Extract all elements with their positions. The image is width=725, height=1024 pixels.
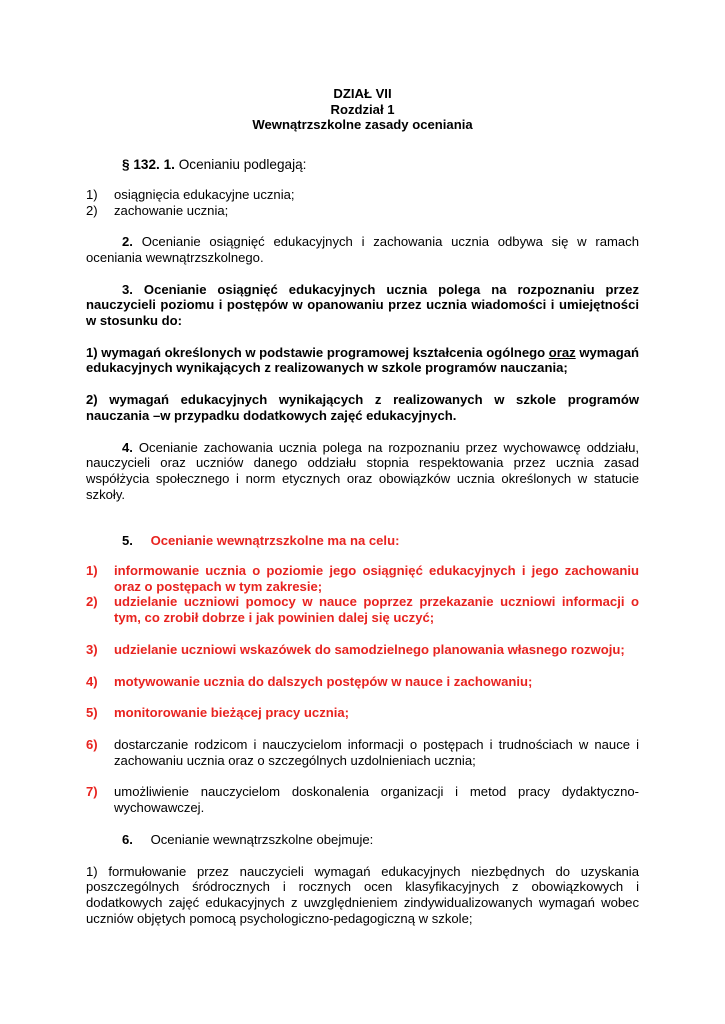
item-text: 1) wymagań określonych w podstawie programowej kształcenia ogólnego (86, 344, 546, 360)
paragraph-132-intro (86, 157, 639, 173)
paragraph-text: Ocenianie osiągnięć edukacyjnych ucznia polega na rozpoznaniu przez nauczycieli poziomu i postępów w opanowaniu przez ucznia wiadomości i umiejętności w stosunku do: (86, 281, 639, 329)
list-item-number: 1) (86, 186, 98, 202)
paragraph-6-item-1: 1) formułowanie przez nauczycieli wymagań edukacyjnych niezbędnych do uzyskania poszczególnych śródrocznych i rocznych ocen klasyfikacyjnych z obowiązkowych i dodatkowych zajęć edukacyjnych z uwzględnieniem zindywidualizowanych wymagań wobec uczniów objętych pomocą psychologiczno-pedagogiczną w szkole; (86, 863, 639, 926)
list-item (86, 784, 639, 815)
item-text-continued: wymagań edukacyjnych wynikających z realizowanych w szkole programów nauczania; (86, 344, 640, 376)
list-item-text: udzielanie uczniowi wskazówek do samodzielnego planowania własnego rozwoju; (114, 641, 625, 657)
list-item-number: 1) (86, 563, 98, 579)
list-item-text: zachowanie ucznia; (114, 202, 229, 218)
paragraph-text: Ocenianie osiągnięć edukacyjnych i zachowania ucznia odbywa się w ramach oceniania wewnątrzszkolnego. (86, 234, 639, 265)
list-5 (86, 563, 639, 816)
list-item-text: udzielanie uczniowi pomocy w nauce poprzez przekazanie uczniowi informacji o tym, co zrobił dobrze i jak powinien dalej się uczyć; (114, 594, 639, 626)
list-item-text: dostarczanie rodzicom i nauczycielom informacji o postępach i trudnościach w nauce i zachowaniu ucznia oraz o szczególnych uzdolnieniach ucznia; (114, 736, 639, 768)
list-item-number: 3) (86, 641, 98, 657)
paragraph-4 (86, 440, 639, 503)
list-item (86, 594, 639, 625)
list-item (86, 674, 639, 690)
list-item-number: 2) (86, 594, 98, 610)
list-item (86, 642, 639, 658)
paragraph-number: 3. (122, 281, 133, 297)
paragraph-2 (86, 234, 639, 265)
list-item-number: 4) (86, 673, 98, 689)
list-item-text: monitorowanie bieżącej pracy ucznia; (114, 705, 350, 721)
list-item-text: umożliwienie nauczycielom doskonalenia organizacji i metod pracy dydaktyczno-wychowawczej. (114, 784, 639, 816)
paragraph-number: 2. (122, 234, 133, 250)
list-item (86, 705, 639, 721)
document-page (86, 86, 639, 926)
paragraph-3-item-2: 2) wymagań edukacyjnych wynikających z realizowanych w szkole programów nauczania –w przypadku dodatkowych zajęć edukacyjnych. (86, 392, 639, 423)
list-item (86, 203, 639, 219)
list-item-number: 7) (86, 784, 98, 800)
section-title: DZIAŁ VII (333, 86, 392, 101)
list-item-number: 2) (86, 202, 98, 218)
paragraph-3-item-1 (86, 345, 639, 376)
list-132 (86, 187, 639, 218)
paragraph-number: § 132. 1. (122, 157, 175, 173)
list-item-text: osiągnięcia edukacyjne ucznia; (114, 186, 295, 202)
chapter-title: Rozdział 1 (330, 101, 395, 117)
chapter-subtitle: Wewnątrzszkolne zasady oceniania (252, 117, 473, 133)
paragraph-text: Ocenianie wewnątrzszkolne ma na celu: (150, 533, 400, 549)
paragraph-5 (86, 533, 639, 549)
paragraph-text: Ocenianie wewnątrzszkolne obejmuje: (150, 831, 374, 847)
underlined-word: oraz (548, 344, 576, 360)
list-item-number: 5) (86, 705, 98, 721)
list-item-text: motywowanie ucznia do dalszych postępów w nauce i zachowaniu; (114, 673, 533, 689)
list-item (86, 737, 639, 768)
paragraph-6 (86, 832, 639, 848)
list-item (86, 563, 639, 594)
document-header (86, 86, 639, 133)
paragraph-number: 4. (122, 439, 133, 455)
list-item-text: informowanie ucznia o poziomie jego osiągnięć edukacyjnych i jego zachowaniu oraz o postępach w tym zakresie; (114, 563, 639, 594)
paragraph-text: Ocenianiu podlegają: (178, 157, 307, 173)
paragraph-number: 6. (122, 831, 133, 847)
paragraph-number: 5. (122, 533, 133, 549)
list-item (86, 187, 639, 203)
paragraph-3 (86, 282, 639, 329)
list-item-number: 6) (86, 736, 98, 752)
paragraph-text: Ocenianie zachowania ucznia polega na rozpoznaniu przez wychowawcę oddziału, nauczycieli oraz uczniów danego oddziału stopnia respektowania przez ucznia zasad współżycia społecznego i norm etycznych oraz obowiązków ucznia określonych w statucie szkoły. (86, 439, 640, 502)
